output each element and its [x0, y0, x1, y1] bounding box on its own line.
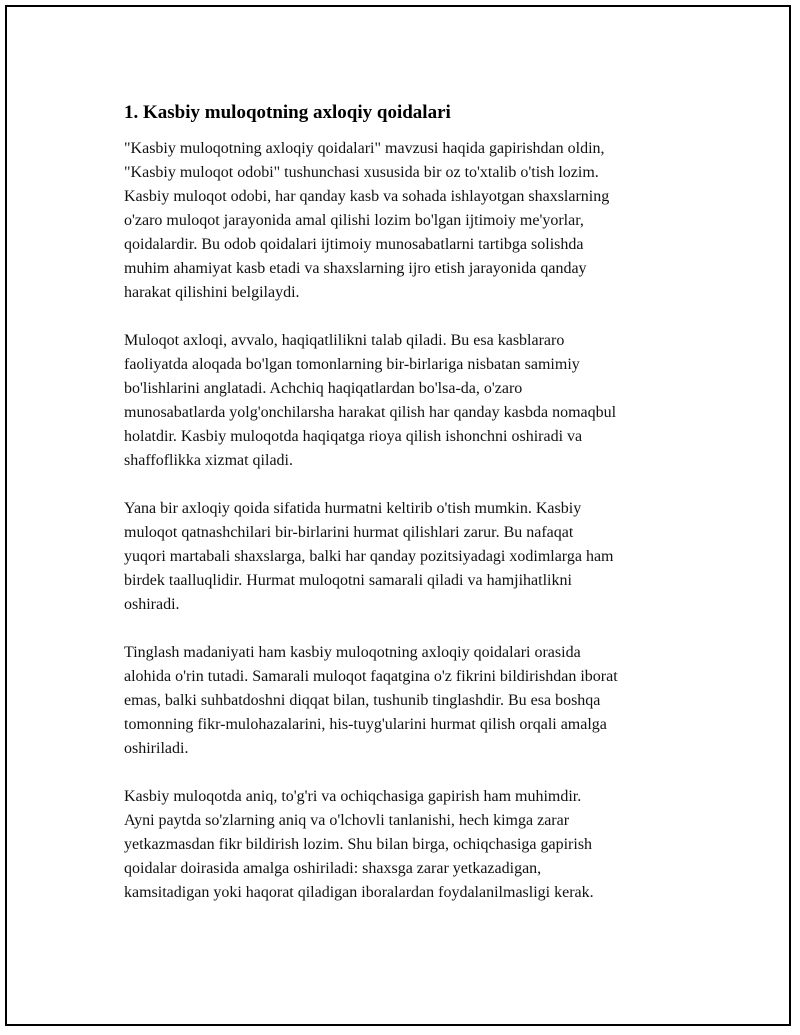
text-line: "Kasbiy muloqot odobi" tushunchasi xususida bir oz to'xtalib o'tish lozim. — [124, 164, 599, 181]
text-line: birdek taalluqlidir. Hurmat muloqotni samarali qiladi va hamjihatlikni — [124, 572, 572, 589]
body-paragraph — [124, 329, 690, 473]
text-line: oshiriladi. — [124, 740, 189, 757]
page-frame — [5, 5, 791, 1026]
body-paragraph — [124, 641, 690, 761]
text-line: Ayni paytda so'zlarning aniq va o'lchovli tanlanishi, hech kimga zarar — [124, 812, 570, 829]
text-line: munosabatlarda yolg'onchilarsha harakat qilish har qanday kasbda nomaqbul — [124, 404, 617, 421]
text-line: Yana bir axloqiy qoida sifatida hurmatni keltirib o'tish mumkin. Kasbiy — [124, 500, 582, 517]
document-body — [124, 99, 690, 929]
text-line: qoidalar doirasida amalga oshiriladi: shaxsga zarar yetkazadigan, — [124, 860, 542, 877]
text-line: faoliyatda aloqada bo'lgan tomonlarning bir-birlariga nisbatan samimiy — [124, 356, 580, 373]
text-line: Kasbiy muloqotda aniq, to'g'ri va ochiqchasiga gapirish ham muhimdir. — [124, 788, 582, 805]
text-line: qoidalardir. Bu odob qoidalari ijtimoiy munosabatlarni tartibga solishda — [124, 236, 584, 253]
text-line: yuqori martabali shaxslarga, balki har qanday pozitsiyadagi xodimlarga ham — [124, 548, 614, 565]
text-line: emas, balki suhbatdoshni diqqat bilan, tushunib tinglashdir. Bu esa boshqa — [124, 692, 601, 709]
text-line: o'zaro muloqot jarayonida amal qilishi lozim bo'lgan ijtimoiy me'yorlar, — [124, 212, 584, 229]
text-line: Tinglash madaniyati ham kasbiy muloqotning axloqiy qoidalari orasida — [124, 644, 581, 661]
text-line: muloqot qatnashchilari bir-birlarini hurmat qilishlari zarur. Bu nafaqat — [124, 524, 574, 541]
text-line: shaffoflikka xizmat qiladi. — [124, 452, 293, 469]
text-line: bo'lishlarini anglatadi. Achchiq haqiqatlardan bo'lsa-da, o'zaro — [124, 380, 523, 397]
text-line: Muloqot axloqi, avvalo, haqiqatlilikni talab qiladi. Bu esa kasblararo — [124, 332, 565, 349]
text-line: muhim ahamiyat kasb etadi va shaxslarning ijro etish jarayonida qanday — [124, 260, 587, 277]
text-line: harakat qilishini belgilaydi. — [124, 284, 300, 301]
text-line: holatdir. Kasbiy muloqotda haqiqatga rioya qilish ishonchni oshiradi va — [124, 428, 583, 445]
paragraph-list — [124, 137, 690, 905]
body-paragraph — [124, 785, 690, 905]
text-line: Kasbiy muloqot odobi, har qanday kasb va sohada ishlayotgan shaxslarning — [124, 188, 610, 205]
text-line: oshiradi. — [124, 596, 180, 613]
section-heading: 1. Kasbiy muloqotning axloqiy qoidalari — [124, 102, 451, 123]
text-line: "Kasbiy muloqotning axloqiy qoidalari" mavzusi haqida gapirishdan oldin, — [124, 140, 605, 157]
body-paragraph — [124, 497, 690, 617]
body-paragraph — [124, 137, 690, 305]
text-line: tomonning fikr-mulohazalarini, his-tuyg'ularini hurmat qilish orqali amalga — [124, 716, 607, 733]
text-line: yetkazmasdan fikr bildirish lozim. Shu bilan birga, ochiqchasiga gapirish — [124, 836, 593, 853]
text-line: alohida o'rin tutadi. Samarali muloqot faqatgina o'z fikrini bildirishdan iborat — [124, 668, 618, 685]
text-line: kamsitadigan yoki haqorat qiladigan iboralardan foydalanilmasligi kerak. — [124, 884, 594, 901]
